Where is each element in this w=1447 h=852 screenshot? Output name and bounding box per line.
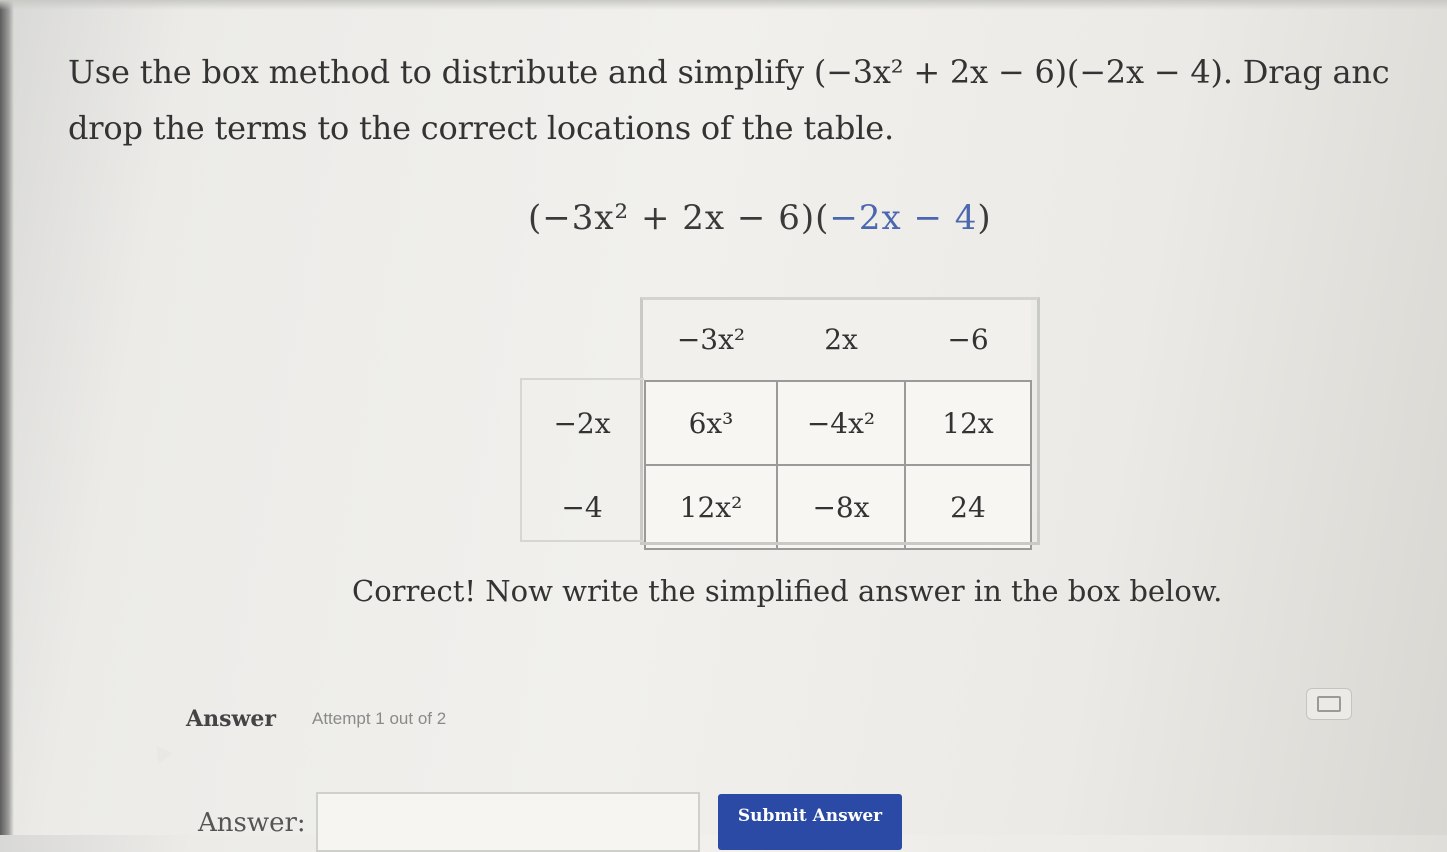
- question-expression: (−3x² + 2x − 6)(−2x − 4): [813, 53, 1223, 91]
- table-corner: [520, 298, 645, 381]
- attempt-counter: Attempt 1 out of 2: [312, 709, 447, 728]
- product-cell[interactable]: 24: [905, 465, 1031, 549]
- submit-answer-button[interactable]: Submit Answer: [718, 794, 902, 850]
- screen-edge-left: [0, 0, 14, 835]
- product-cell[interactable]: 12x²: [645, 465, 777, 549]
- row-header: −4: [561, 490, 603, 524]
- box-method-table: [520, 298, 1032, 550]
- question-text: [68, 44, 1447, 156]
- product-cell[interactable]: −8x: [777, 465, 905, 549]
- table-row: [520, 381, 1031, 465]
- product-cell[interactable]: −4x²: [777, 381, 905, 465]
- factor-one: −3x² + 2x − 6: [542, 198, 801, 238]
- column-header: −3x²: [645, 298, 777, 381]
- product-cell[interactable]: 12x: [905, 381, 1031, 465]
- question-line-2: drop the terms to the correct locations of the table.: [68, 109, 894, 147]
- mouse-cursor-icon: [149, 740, 173, 763]
- screen-edge-top: [0, 0, 1447, 10]
- table-row: [520, 465, 1031, 549]
- product-expression: (−3x² + 2x − 6)(−2x − 4): [528, 198, 992, 238]
- answer-heading: Answer: [186, 706, 276, 732]
- feedback-message: Correct! Now write the simplified answer in the box below.: [352, 574, 1223, 608]
- question-line-1: Use the box method to distribute and simplify (−3x² + 2x − 6)(−2x − 4). Drag anc: [68, 53, 1390, 91]
- factor-two: −2x − 4: [829, 198, 978, 238]
- column-header: −6: [905, 298, 1031, 381]
- keypad-icon: [1317, 696, 1341, 712]
- row-header: −2x: [553, 406, 611, 440]
- answer-input-label: Answer:: [198, 808, 306, 838]
- keypad-button[interactable]: [1306, 688, 1352, 720]
- product-cell[interactable]: 6x³: [645, 381, 777, 465]
- answer-input[interactable]: [316, 792, 700, 852]
- column-header: 2x: [777, 298, 905, 381]
